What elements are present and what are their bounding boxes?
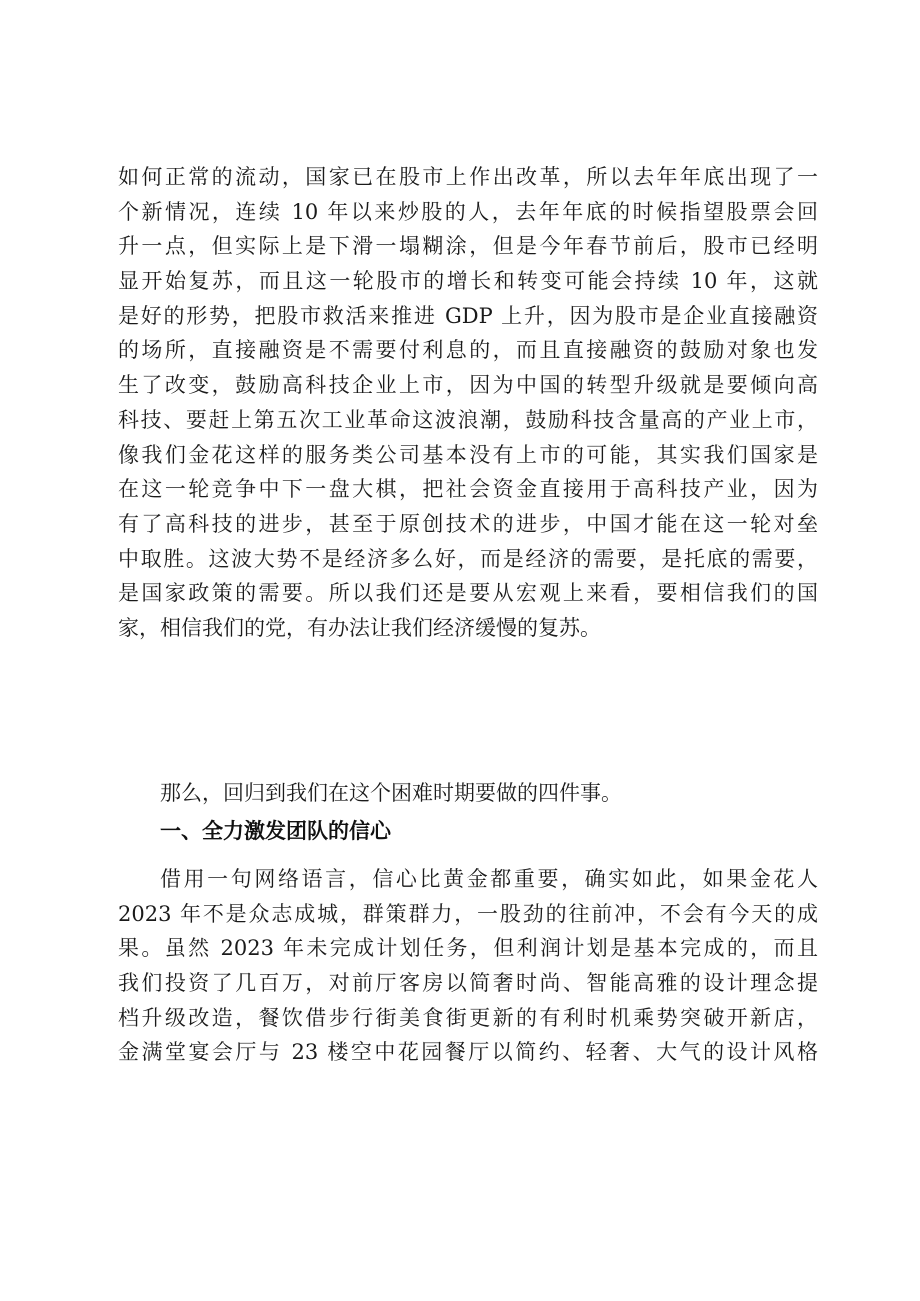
text-line: 有了高科技的进步，甚至于原创技术的进步，中国才能在这一轮对垒 [118, 511, 818, 536]
paragraph-3 [118, 862, 818, 1070]
text-line: 那么，回归到我们在这个困难时期要做的四件事。 [160, 781, 622, 805]
text-line: 家，相信我们的党，有办法让我们经济缓慢的复苏。 [118, 615, 601, 640]
text-line: 升一点，但实际上是下滑一塌糊涂，但是今年春节前后，股市已经明 [118, 234, 818, 259]
text-line: 科技、要赶上第五次工业革命这波浪潮，鼓励科技含量高的产业上市， [118, 407, 818, 432]
text-line: 像我们金花这样的服务类公司基本没有上市的可能，其实我们国家是 [118, 442, 818, 467]
paragraph-2 [118, 776, 818, 811]
text-line: 金满堂宴会厅与 23 楼空中花园餐厅以简约、轻奢、大气的设计风格 [118, 1040, 818, 1065]
section-heading: 一、全力激发团队的信心 [160, 819, 391, 843]
text-line: 在这一轮竞争中下一盘大棋，把社会资金直接用于高科技产业，因为 [118, 477, 818, 502]
text-line: 的场所，直接融资是不需要付利息的，而且直接融资的鼓励对象也发 [118, 338, 818, 363]
text-line: 生了改变，鼓励高科技企业上市，因为中国的转型升级就是要倾向高 [118, 373, 818, 398]
text-line: 果。虽然 2023 年未完成计划任务，但利润计划是基本完成的，而且 [118, 936, 818, 961]
text-line: 是好的形势，把股市救活来推进 GDP 上升，因为股市是企业直接融资 [118, 303, 818, 328]
text-line: 档升级改造，餐饮借步行街美食街更新的有利时机乘势突破开新店， [118, 1005, 818, 1030]
text-line: 我们投资了几百万，对前厅客房以简奢时尚、智能高雅的设计理念提 [118, 971, 818, 996]
text-line: 个新情况，连续 10 年以来炒股的人，去年年底的时候指望股票会回 [118, 199, 818, 224]
text-line: 2023 年不是众志成城，群策群力，一股劲的往前冲，不会有今天的成 [118, 901, 818, 926]
text-line: 是国家政策的需要。所以我们还是要从宏观上来看，要相信我们的国 [118, 581, 818, 606]
text-line: 借用一句网络语言，信心比黄金都重要，确实如此，如果金花人 [160, 867, 818, 891]
text-line: 如何正常的流动，国家已在股市上作出改革，所以去年年底出现了一 [118, 165, 818, 189]
text-line: 中取胜。这波大势不是经济多么好，而是经济的需要，是托底的需要， [118, 546, 818, 571]
paragraph-1 [118, 160, 818, 646]
text-line: 显开始复苏，而且这一轮股市的增长和转变可能会持续 10 年，这就 [118, 269, 818, 294]
